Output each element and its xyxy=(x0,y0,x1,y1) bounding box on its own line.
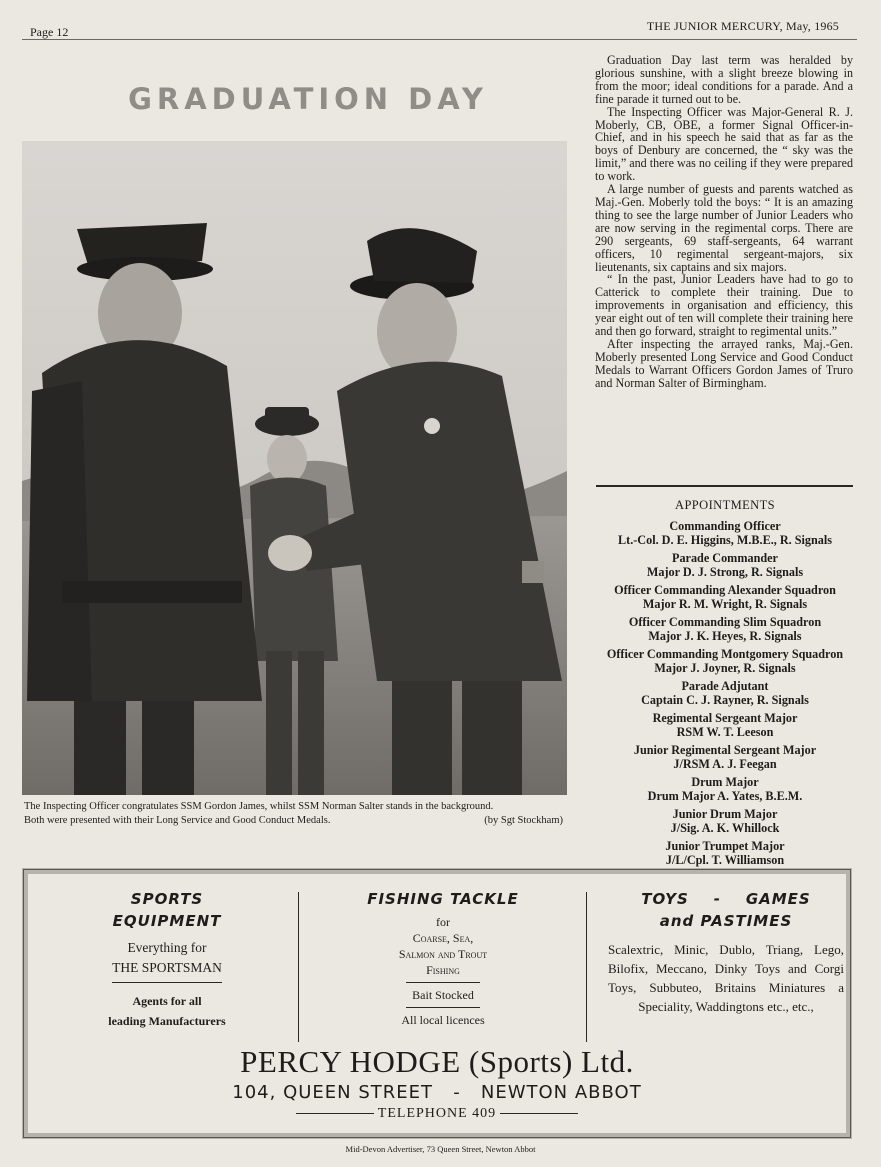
sports-line-1: Everything for xyxy=(127,940,207,955)
appointment-person: Captain C. J. Rayner, R. Signals xyxy=(641,693,809,707)
percy-hodge-advert xyxy=(22,868,852,1139)
appointment-item xyxy=(590,775,860,803)
appointments-list xyxy=(590,498,860,871)
appointment-item xyxy=(590,551,860,579)
fishing-divider-1 xyxy=(406,982,480,983)
appointment-item xyxy=(590,647,860,675)
appointment-role: Junior Trumpet Major xyxy=(665,839,785,853)
article-paragraph: A large number of guests and parents watched as Maj.-Gen. Moberly told the boys: “ It is an amazing thing to see the large number of Junior Leaders who are now serving in the regimental corps. There are 290 sergeants, 69 staff-sergeants, 64 warrant officers, 10 regimental sergeant-majors, six lieutenants, six captains and six majors. xyxy=(595,182,853,274)
appointment-item xyxy=(590,839,860,867)
advert-fishing-column xyxy=(308,888,578,1028)
appointment-item xyxy=(590,615,860,643)
page-title: GRADUATION DAY xyxy=(128,82,488,116)
article-divider xyxy=(596,485,853,487)
phone-rule-right xyxy=(500,1113,578,1114)
fishing-divider-2 xyxy=(406,1007,480,1008)
sports-divider xyxy=(112,982,222,983)
fishing-line-2: Coarse, Sea, xyxy=(412,931,474,945)
appointment-person: Drum Major A. Yates, B.E.M. xyxy=(647,789,803,803)
shop-phone xyxy=(28,1106,846,1122)
sports-line-3: Agents for all xyxy=(132,994,202,1008)
article-paragraph: The Inspecting Officer was Major-General R. J. Moberly, CB, OBE, a former Signal Officer-in-Chief, and in his speech he said that as far as the boys of Denbury are concerned, the “ sky was the limit,” and there was no ceiling if they were prepared to work. xyxy=(595,104,853,184)
toys-heading-1: TOYS - GAMES xyxy=(641,890,811,908)
fishing-line-3: Salmon and Trout xyxy=(398,947,488,961)
ceremony-photo-illustration xyxy=(22,141,567,795)
article-paragraph: Graduation Day last term was heralded by glorious sunshine, with a slight breeze blowing in from the moor; ideal conditions for a parade. And a fine parade it turned out to be. xyxy=(595,53,853,106)
appointment-person: Major J. K. Heyes, R. Signals xyxy=(648,629,802,643)
appointments-heading: APPOINTMENTS xyxy=(675,498,775,512)
advert-divider-1 xyxy=(298,892,299,1042)
advert-sports-column xyxy=(42,888,292,1029)
fishing-heading: FISHING TACKLE xyxy=(367,890,519,908)
appointment-role: Officer Commanding Slim Squadron xyxy=(628,615,822,629)
handshake xyxy=(268,535,312,571)
appointment-item xyxy=(590,519,860,547)
printer-footer: Mid-Devon Advertiser, 73 Queen Street, Newton Abbot xyxy=(345,1144,536,1154)
appointment-item xyxy=(590,743,860,771)
publication-header: THE JUNIOR MERCURY, May, 1965 xyxy=(646,19,839,33)
toys-heading-2: and PASTIMES xyxy=(659,912,793,930)
shop-phone-text: TELEPHONE 409 xyxy=(377,1106,497,1121)
photo-credit: (by Sgt Stockham) xyxy=(484,815,563,826)
article-paragraph: “ In the past, Junior Leaders have had to go to Catterick to complete their training. Due to improvements in organisation and efficiency, this year eight out of ten will complete their training here and then go forward, straight to regimental units.” xyxy=(595,272,853,339)
appointment-person: Lt.-Col. D. E. Higgins, M.B.E., R. Signals xyxy=(618,533,832,547)
fishing-line-4: Fishing xyxy=(426,963,460,977)
appointment-role: Drum Major xyxy=(691,775,759,789)
appointment-role: Junior Regimental Sergeant Major xyxy=(633,743,817,757)
phone-rule-left xyxy=(296,1113,374,1114)
appointment-role: Regimental Sergeant Major xyxy=(652,711,798,725)
appointment-person: J/RSM A. J. Feegan xyxy=(673,757,777,771)
photo-caption xyxy=(24,800,569,828)
appointment-role: Junior Drum Major xyxy=(672,807,778,821)
advert-divider-2 xyxy=(586,892,587,1042)
article-body xyxy=(595,54,853,390)
caption-line-1: The Inspecting Officer congratulates SSM Gordon James, whilst SSM Norman Salter stands in the background. xyxy=(24,801,494,812)
appointment-item xyxy=(590,679,860,707)
header-divider xyxy=(22,39,857,40)
caption-line-2: Both were presented with their Long Service and Good Conduct Medals. xyxy=(24,815,331,826)
appointment-person: Major J. Joyner, R. Signals xyxy=(654,661,796,675)
fishing-line-6: All local licences xyxy=(401,1013,485,1027)
article-paragraph: After inspecting the arrayed ranks, Maj.-Gen. Moberly presented Long Service and Good Conduct Medals to Warrant Officers Gordon James of Truro and Norman Salter of Birmingham. xyxy=(595,336,853,390)
appointment-item xyxy=(590,711,860,739)
sports-line-4: leading Manufacturers xyxy=(108,1014,226,1028)
fishing-line-1: for xyxy=(436,915,450,929)
shop-name: PERCY HODGE (Sports) Ltd. xyxy=(240,1044,634,1079)
appointment-person: Major D. J. Strong, R. Signals xyxy=(646,565,804,579)
appointment-item xyxy=(590,807,860,835)
appointment-person: J/L/Cpl. T. Williamson xyxy=(665,853,785,867)
sports-heading-2: EQUIPMENT xyxy=(112,912,222,930)
appointment-role: Commanding Officer xyxy=(669,519,781,533)
shop-address: 104, QUEEN STREET - NEWTON ABBOT xyxy=(232,1082,642,1103)
appointment-person: Major R. M. Wright, R. Signals xyxy=(642,597,808,611)
toys-description: Scalextric, Minic, Dublo, Triang, Lego, Bilofix, Meccano, Dinky Toys and Corgi Toys, Subbuteo, Britains Miniatures a Speciality, Waddingtons etc., etc., xyxy=(608,942,844,1014)
appointment-person: J/Sig. A. K. Whillock xyxy=(670,821,780,835)
appointment-role: Officer Commanding Alexander Squadron xyxy=(614,583,836,597)
fishing-line-5: Bait Stocked xyxy=(412,988,474,1002)
appointment-role: Officer Commanding Montgomery Squadron xyxy=(606,647,844,661)
page-number: Page 12 xyxy=(30,25,69,39)
sports-line-2: THE SPORTSMAN xyxy=(112,960,222,975)
appointment-role: Parade Adjutant xyxy=(681,679,769,693)
ceremony-photo xyxy=(22,141,567,795)
advert-toys-column xyxy=(608,888,844,1016)
appointment-role: Parade Commander xyxy=(672,551,778,565)
appointment-item xyxy=(590,583,860,611)
sports-heading-1: SPORTS xyxy=(130,890,204,908)
appointment-person: RSM W. T. Leeson xyxy=(676,725,774,739)
